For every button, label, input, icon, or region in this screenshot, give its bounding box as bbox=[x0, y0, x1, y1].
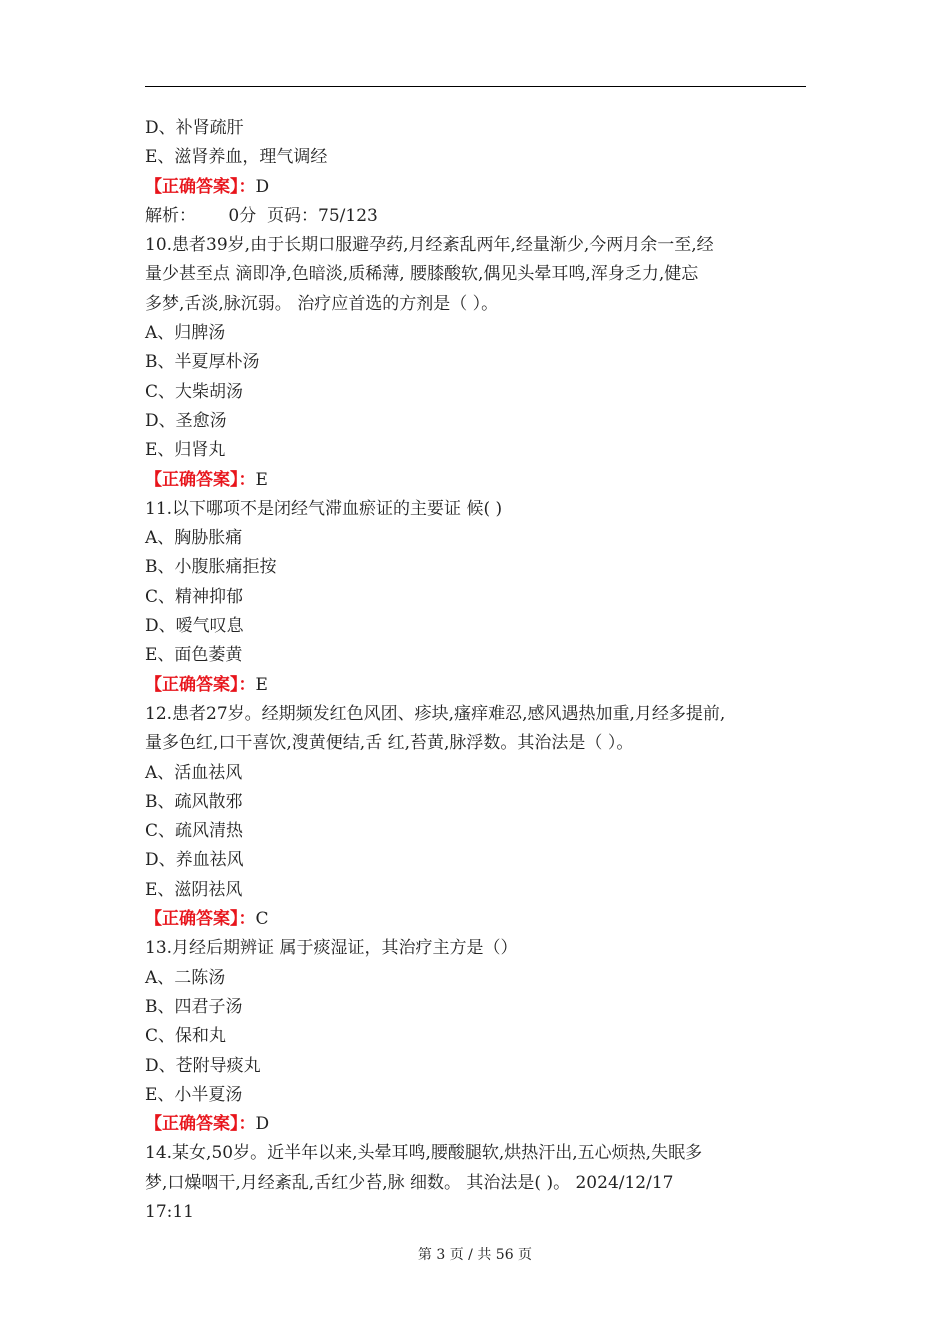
text-line: B、四君子汤 bbox=[145, 996, 243, 1017]
text-line: 14.某女,50岁。近半年以来,头晕耳鸣,腰酸腿软,烘热汗出,五心烦热,失眠多 bbox=[145, 1143, 703, 1164]
answer-label: 【正确答案】： bbox=[145, 469, 256, 490]
text-line: A、二陈汤 bbox=[145, 967, 226, 988]
text-line: D、苍附导痰丸 bbox=[145, 1055, 261, 1076]
document-body bbox=[145, 114, 810, 1227]
text-line: 梦,口燥咽干,月经紊乱,舌红少苔,脉 细数。 其治法是( )。 2024/12/17 bbox=[145, 1172, 674, 1193]
answer-line bbox=[145, 671, 810, 700]
header-rule bbox=[145, 86, 806, 87]
text-line: 17:11 bbox=[145, 1201, 194, 1222]
text-line: E、归肾丸 bbox=[145, 440, 226, 461]
answer-line bbox=[145, 466, 810, 495]
text-line: 10.患者39岁,由于长期口服避孕药,月经紊乱两年,经量渐少,今两月余一至,经 bbox=[145, 235, 714, 256]
text-line: 解析： 0分 页码：75/123 bbox=[145, 205, 378, 226]
text-line: D、补肾疏肝 bbox=[145, 118, 244, 138]
text-line: 量少甚至点 滴即净,色暗淡,质稀薄, 腰膝酸软,偶见头晕耳鸣,浑身乏力,健忘 bbox=[145, 264, 699, 285]
text-line: D、圣愈汤 bbox=[145, 410, 227, 431]
text-line: B、小腹胀痛拒按 bbox=[145, 557, 277, 578]
answer-line bbox=[145, 1110, 810, 1139]
answer-label: 【正确答案】： bbox=[145, 176, 256, 197]
text-line: E、滋阴祛风 bbox=[145, 879, 243, 900]
answer-label: 【正确答案】： bbox=[145, 1114, 256, 1135]
text-line: C、保和丸 bbox=[145, 1026, 227, 1047]
text-line: E、小半夏汤 bbox=[145, 1084, 243, 1105]
text-line: 11.以下哪项不是闭经气滞血瘀证的主要证 候( ) bbox=[145, 498, 503, 519]
answer-label: 【正确答案】： bbox=[145, 909, 256, 930]
text-line: C、精神抑郁 bbox=[145, 586, 244, 607]
text-line: E、面色萎黄 bbox=[145, 645, 243, 666]
answer-value: D bbox=[255, 176, 270, 197]
text-line: A、胸胁胀痛 bbox=[145, 528, 243, 549]
answer-value: E bbox=[255, 469, 268, 490]
text-line: E、滋肾养血，理气调经 bbox=[145, 147, 328, 168]
text-line: 12.患者27岁。经期频发红色风团、疹块,瘙痒难忍,感风遇热加重,月经多提前, bbox=[145, 703, 726, 724]
text-line: A、归脾汤 bbox=[145, 323, 226, 344]
text-line: D、嗳气叹息 bbox=[145, 616, 244, 637]
answer-value: C bbox=[255, 909, 269, 930]
answer-value: D bbox=[255, 1114, 270, 1135]
text-line: B、半夏厚朴汤 bbox=[145, 352, 260, 373]
text-line: C、疏风清热 bbox=[145, 821, 244, 842]
text-line: B、疏风散邪 bbox=[145, 791, 243, 812]
answer-line bbox=[145, 905, 810, 934]
text-line: A、活血祛风 bbox=[145, 762, 243, 783]
text-line: D、养血祛风 bbox=[145, 850, 244, 871]
answer-label: 【正确答案】： bbox=[145, 674, 256, 695]
text-line: 多梦,舌淡,脉沉弱。 治疗应首选的方剂是（ ）。 bbox=[145, 293, 499, 314]
text-line: 量多色红,口干喜饮,溲黄便结,舌 红,苔黄,脉浮数。其治法是（ ）。 bbox=[145, 733, 634, 754]
answer-value: E bbox=[255, 674, 268, 695]
answer-line bbox=[145, 173, 810, 202]
text-line: 13.月经后期辨证 属于痰湿证，其治疗主方是（） bbox=[145, 938, 518, 959]
text-line: C、大柴胡汤 bbox=[145, 381, 244, 402]
page-footer: 第 3 页 / 共 56 页 bbox=[417, 1247, 533, 1263]
